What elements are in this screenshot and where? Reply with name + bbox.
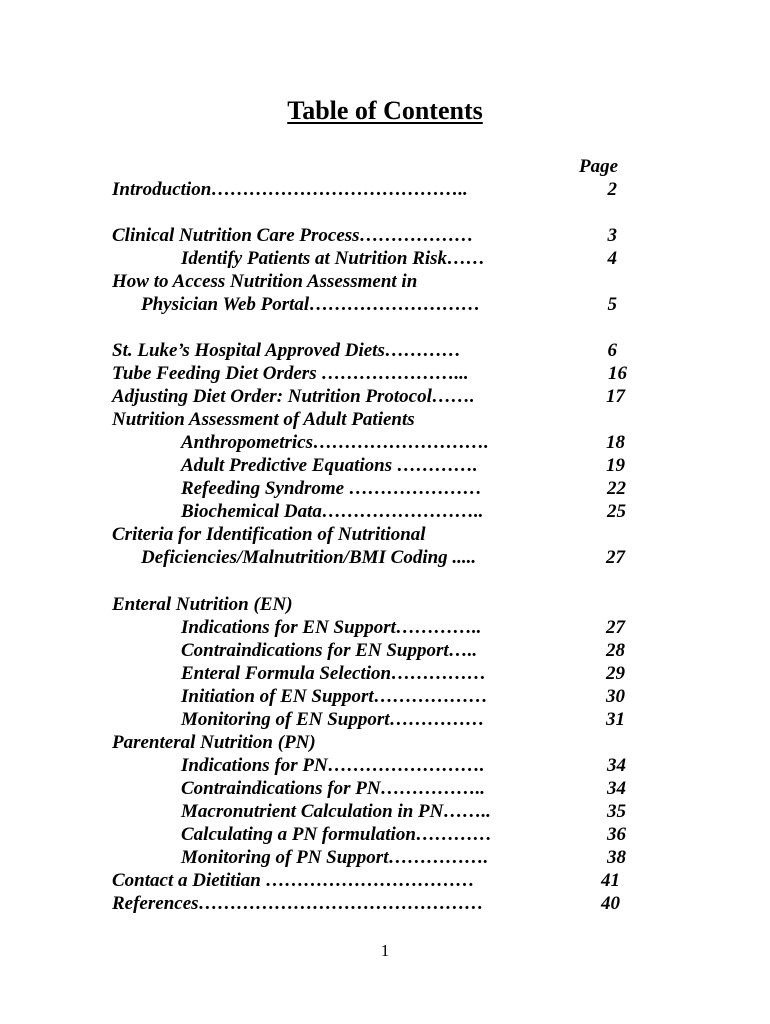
toc-entry	[0, 801, 770, 825]
toc-entry	[0, 709, 770, 733]
toc-entry-page-number: 34	[607, 755, 626, 776]
toc-entry-title: Indications for PN…………………….	[181, 755, 485, 776]
toc-entry	[0, 225, 770, 249]
toc-entry-page-number: 25	[607, 501, 626, 522]
toc-entry-page-number: 4	[607, 248, 617, 269]
toc-entry-title: Contraindications for PN……………..	[181, 778, 486, 799]
toc-entry-title: St. Luke’s Hospital Approved Diets…………	[112, 340, 461, 361]
toc-entry	[0, 409, 770, 433]
toc-entry-title: Monitoring of EN Support……………	[181, 709, 485, 730]
toc-entry	[0, 271, 770, 295]
toc-entry	[0, 640, 770, 664]
toc-entry-page-number: 38	[607, 847, 626, 868]
toc-entry-page-number: 27	[606, 617, 625, 638]
toc-entry-title: Tube Feeding Diet Orders …………………...	[112, 363, 469, 384]
toc-entry	[0, 478, 770, 502]
toc-entry-page-number: 2	[607, 179, 617, 200]
toc-entry	[0, 847, 770, 871]
toc-entry-title: Refeeding Syndrome …………………	[181, 478, 482, 499]
toc-entry	[0, 663, 770, 687]
toc-entry-page-number: 31	[606, 709, 625, 730]
toc-entry-title: Macronutrient Calculation in PN……..	[181, 801, 491, 822]
toc-entry-title: References………………………………………	[112, 893, 484, 914]
toc-entry	[0, 686, 770, 710]
toc-entry	[0, 778, 770, 802]
toc-entry	[0, 363, 770, 387]
toc-entry	[0, 617, 770, 641]
toc-entry-title: Criteria for Identification of Nutritional	[112, 524, 426, 545]
toc-entry	[0, 870, 770, 894]
toc-entry-title: Adult Predictive Equations ………….	[181, 455, 478, 476]
toc-entry-title: Identify Patients at Nutrition Risk……	[181, 248, 486, 269]
page-number: 1	[380, 941, 390, 960]
toc-entry-page-number: 40	[601, 893, 620, 914]
toc-entry	[0, 893, 770, 917]
toc-entry-page-number: 19	[606, 455, 625, 476]
toc-entry-title: Physician Web Portal………………………	[141, 294, 481, 315]
toc-entry-page-number: 16	[608, 363, 627, 384]
toc-entry-title: Contact a Dietitian ……………………………	[112, 870, 475, 891]
toc-entry-title: How to Access Nutrition Assessment in	[112, 271, 418, 292]
toc-entry	[0, 248, 770, 272]
toc-entry-page-number: 18	[606, 432, 625, 453]
toc-entry	[0, 732, 770, 756]
toc-entry	[0, 547, 770, 571]
toc-entry-title: Clinical Nutrition Care Process………………	[112, 225, 474, 246]
toc-entry-page-number: 30	[606, 686, 625, 707]
toc-entry	[0, 386, 770, 410]
toc-entry-title: Calculating a PN formulation…………	[181, 824, 492, 845]
toc-entry	[0, 179, 770, 203]
toc-entry	[0, 755, 770, 779]
toc-entry-title: Indications for EN Support…………..	[181, 617, 482, 638]
toc-entry-title: Adjusting Diet Order: Nutrition Protocol…….	[112, 386, 475, 407]
toc-entry-page-number: 6	[607, 340, 617, 361]
toc-entry	[0, 524, 770, 548]
page-column-header: Page	[579, 156, 619, 177]
toc-entry-page-number: 36	[607, 824, 626, 845]
toc-entry-page-number: 41	[601, 870, 620, 891]
toc-entry-title: Parenteral Nutrition (PN)	[112, 732, 316, 753]
toc-entry-page-number: 35	[607, 801, 626, 822]
toc-entry-page-number: 3	[607, 225, 617, 246]
toc-entry-title: Contraindications for EN Support…..	[181, 640, 478, 661]
toc-entry-title: Enteral Nutrition (EN)	[112, 594, 293, 615]
toc-entry-page-number: 22	[607, 478, 626, 499]
toc-entry	[0, 294, 770, 318]
page-title-text: Table of Contents	[287, 96, 483, 125]
toc-entry	[0, 340, 770, 364]
toc-entry	[0, 501, 770, 525]
toc-entry-page-number: 34	[607, 778, 626, 799]
toc-entry	[0, 824, 770, 848]
toc-entry-page-number: 27	[606, 547, 625, 568]
toc-entry-page-number: 5	[607, 294, 617, 315]
toc-entry	[0, 455, 770, 479]
toc-entry-title: Nutrition Assessment of Adult Patients	[112, 409, 415, 430]
toc-entry-title: Anthropometrics……………………….	[181, 432, 489, 453]
page-title	[0, 96, 770, 126]
toc-entry-title: Biochemical Data……………………..	[181, 501, 484, 522]
toc-entry-page-number: 29	[606, 663, 625, 684]
toc-entry	[0, 432, 770, 456]
toc-entry-title: Deficiencies/Malnutrition/BMI Coding .....	[141, 547, 477, 568]
toc-entry-page-number: 17	[606, 386, 625, 407]
toc-entry	[0, 594, 770, 618]
toc-entry-page-number: 28	[606, 640, 625, 661]
toc-entry-title: Introduction…………………………………..	[112, 179, 468, 200]
toc-entry-title: Monitoring of PN Support…………….	[181, 847, 489, 868]
toc-entry-title: Enteral Formula Selection……………	[181, 663, 487, 684]
toc-entry-title: Initiation of EN Support………………	[181, 686, 488, 707]
